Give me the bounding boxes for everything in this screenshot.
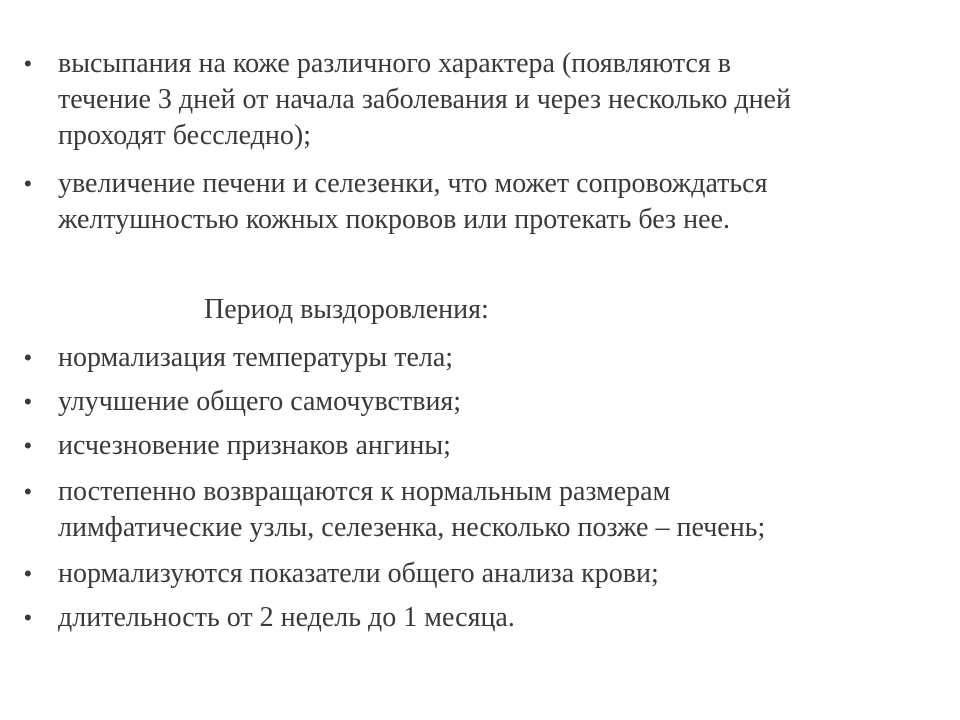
bullet-icon: • — [24, 51, 32, 76]
bullet-icon: • — [24, 345, 32, 370]
list-item-text-line: нормализуются показатели общего анализа крови; — [58, 558, 659, 589]
list-item-text-line: увеличение печени и селезенки, что может сопровождаться — [58, 168, 768, 199]
list-item-text-line: нормализация температуры тела; — [58, 342, 454, 373]
list-item-text-line: постепенно возвращаются к нормальным размерам — [58, 476, 671, 507]
list-item-angina — [24, 428, 918, 464]
list-item-temperature — [24, 340, 918, 376]
bullet-icon: • — [24, 389, 32, 414]
bullet-icon: • — [24, 561, 32, 586]
list-item-rash — [24, 46, 918, 154]
list-item-text-line: лимфатические узлы, селезенка, несколько позже – печень; — [58, 512, 766, 543]
list-item-text-line: длительность от 2 недель до 1 месяца. — [58, 602, 515, 633]
section-heading: Период выздоровления: — [204, 294, 489, 325]
list-item-liver-spleen — [24, 166, 918, 238]
list-item-wellbeing — [24, 384, 918, 420]
bullet-icon: • — [24, 605, 32, 630]
list-item-duration — [24, 600, 918, 636]
list-item-text-line: улучшение общего самочувствия; — [58, 386, 462, 417]
list-item-text-line: проходят бесследно); — [58, 120, 311, 151]
list-item-text-line: высыпания на коже различного характера (появляются в — [58, 48, 731, 79]
list-item-blood-test — [24, 556, 918, 592]
list-item-lymph-nodes — [24, 474, 918, 546]
bullet-icon: • — [24, 433, 32, 458]
list-item-text-line: исчезновение признаков ангины; — [58, 430, 451, 461]
list-item-text-line: течение 3 дней от начала заболевания и через несколько дней — [58, 84, 791, 115]
bullet-icon: • — [24, 479, 32, 504]
bullet-icon: • — [24, 171, 32, 196]
list-item-text-line: желтушностью кожных покровов или протекать без нее. — [58, 204, 730, 235]
